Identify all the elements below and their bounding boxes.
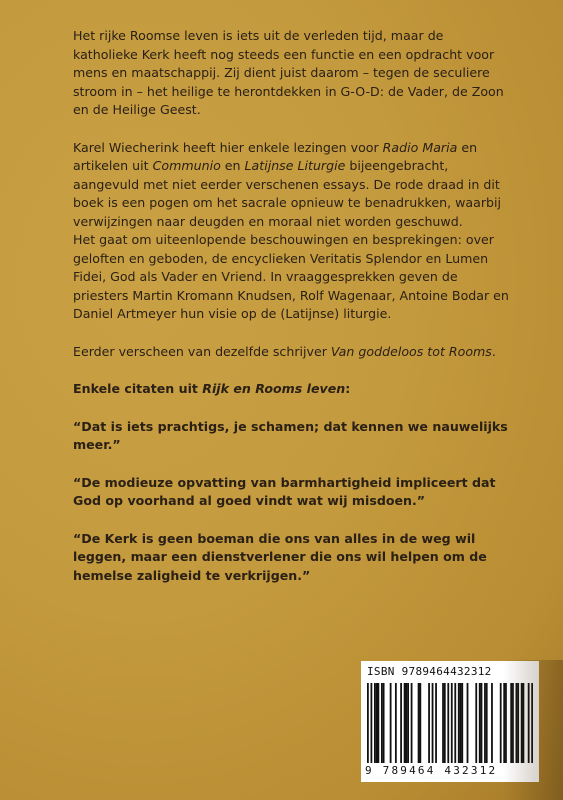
author-paragraph-text: bijeengebracht, aangevuld met niet eerder verschenen essays. De rode draad in dit boek is een pogen om het sacrale opnieuw te benadrukken, waarbij verwijzingen naar deugden en moraal niet worden geschuwd. <box>73 158 501 229</box>
barcode-bar <box>374 683 376 763</box>
barcode-bar <box>460 683 462 763</box>
communio-title: Communio <box>152 158 221 173</box>
barcode-bar <box>383 683 385 763</box>
latijnse-liturgie-title: Latijnse Liturgie <box>244 158 346 173</box>
corner-shadow <box>503 660 563 800</box>
radio-maria-title: Radio Maria <box>382 139 458 155</box>
barcode-bar <box>484 683 486 763</box>
barcode-bar <box>405 683 407 763</box>
author-paragraph <box>73 139 509 232</box>
quote-2: “De modieuze opvatting van barmhartigheid impliceert dat God op voorhand al goed vindt wat wij misdoen.” <box>73 474 496 508</box>
author-paragraph-text: Karel Wiecherink heeft hier enkele lezingen voor <box>73 139 383 155</box>
barcode-bar <box>479 683 481 763</box>
barcode-bar <box>419 683 421 763</box>
barcode-bar <box>486 683 488 763</box>
barcode-bar <box>367 683 369 763</box>
citations-heading-text: Enkele citaten uit <box>73 381 203 396</box>
barcode-bar <box>377 683 379 763</box>
citations-heading-text: : <box>345 381 351 396</box>
barcode-bar <box>481 683 483 763</box>
previous-book-title: Van goddeloos tot Rooms <box>330 343 492 359</box>
previous-work-text: . <box>491 343 496 359</box>
barcode-bar <box>390 683 392 763</box>
citations-heading <box>73 380 509 399</box>
quote-1: “Dat is iets prachtigs, je schamen; dat kennen we nauwelijks meer.” <box>73 418 508 452</box>
barcode-bar <box>461 683 463 763</box>
previous-work-text: Eerder verscheen van dezelfde schrijver <box>73 343 331 359</box>
intro-paragraph: Het rijke Roomse leven is iets uit de verleden tijd, maar de katholieke Kerk heeft nog steeds een functie en een opdracht voor mens en maatschappij. Zij dient juist daarom – tegen de seculiere stroom in – het heilige te herontdekken in G-O-D: de Vader, de Zoon en de Heilige Geest. <box>73 28 504 117</box>
barcode-bar <box>451 683 453 763</box>
barcode-bar <box>381 683 383 763</box>
quote-3: “De Kerk is geen boeman die ons van alles in de weg wil leggen, maar een dienstverlener die ons wil helpen om de hemelse zaligheid te verkrijgen.” <box>73 530 487 583</box>
barcode-bar <box>432 683 434 763</box>
barcode-bar <box>500 683 502 763</box>
barcode-bar <box>442 683 444 763</box>
author-paragraph-text: en <box>220 158 245 173</box>
previous-work-paragraph <box>73 343 509 362</box>
barcode-bar <box>404 683 406 763</box>
contents-paragraph: Het gaat om uiteenlopende beschouwingen en besprekingen: over geloften en geboden, de encyclieken Veritatis Splendor en Lumen Fidei, God als Vader en Vriend. In vraaggesprekken geven de priesters Martin Kromann Knudsen, Rolf Wagenaar, Antoine Bodar en Daniel Artmeyer hun visie op de (Latijnse) liturgie. <box>73 232 509 321</box>
barcode-bar <box>491 683 493 763</box>
barcode-bar <box>407 683 409 763</box>
barcode-bar <box>395 683 397 763</box>
barcode-bar <box>475 683 477 763</box>
barcode-bar <box>447 683 449 763</box>
barcode-bar <box>444 683 446 763</box>
barcode-bar <box>370 683 372 763</box>
barcode-bar <box>400 683 402 763</box>
barcode-bar <box>467 683 469 763</box>
author-paragraph-text: en artikelen uit <box>73 139 478 173</box>
barcode-bar <box>418 683 420 763</box>
book-title: Rijk en Rooms leven <box>202 381 346 396</box>
isbn-label: ISBN 9789464432312 <box>367 665 492 678</box>
barcode-bar <box>435 683 437 763</box>
barcode-bar <box>428 683 430 763</box>
barcode-bar <box>458 683 460 763</box>
blurb-text <box>73 27 509 604</box>
barcode-bar <box>454 683 456 763</box>
isbn-digits: 9 789464 432312 <box>365 764 498 777</box>
barcode-bar <box>376 683 378 763</box>
barcode-bar <box>411 683 413 763</box>
